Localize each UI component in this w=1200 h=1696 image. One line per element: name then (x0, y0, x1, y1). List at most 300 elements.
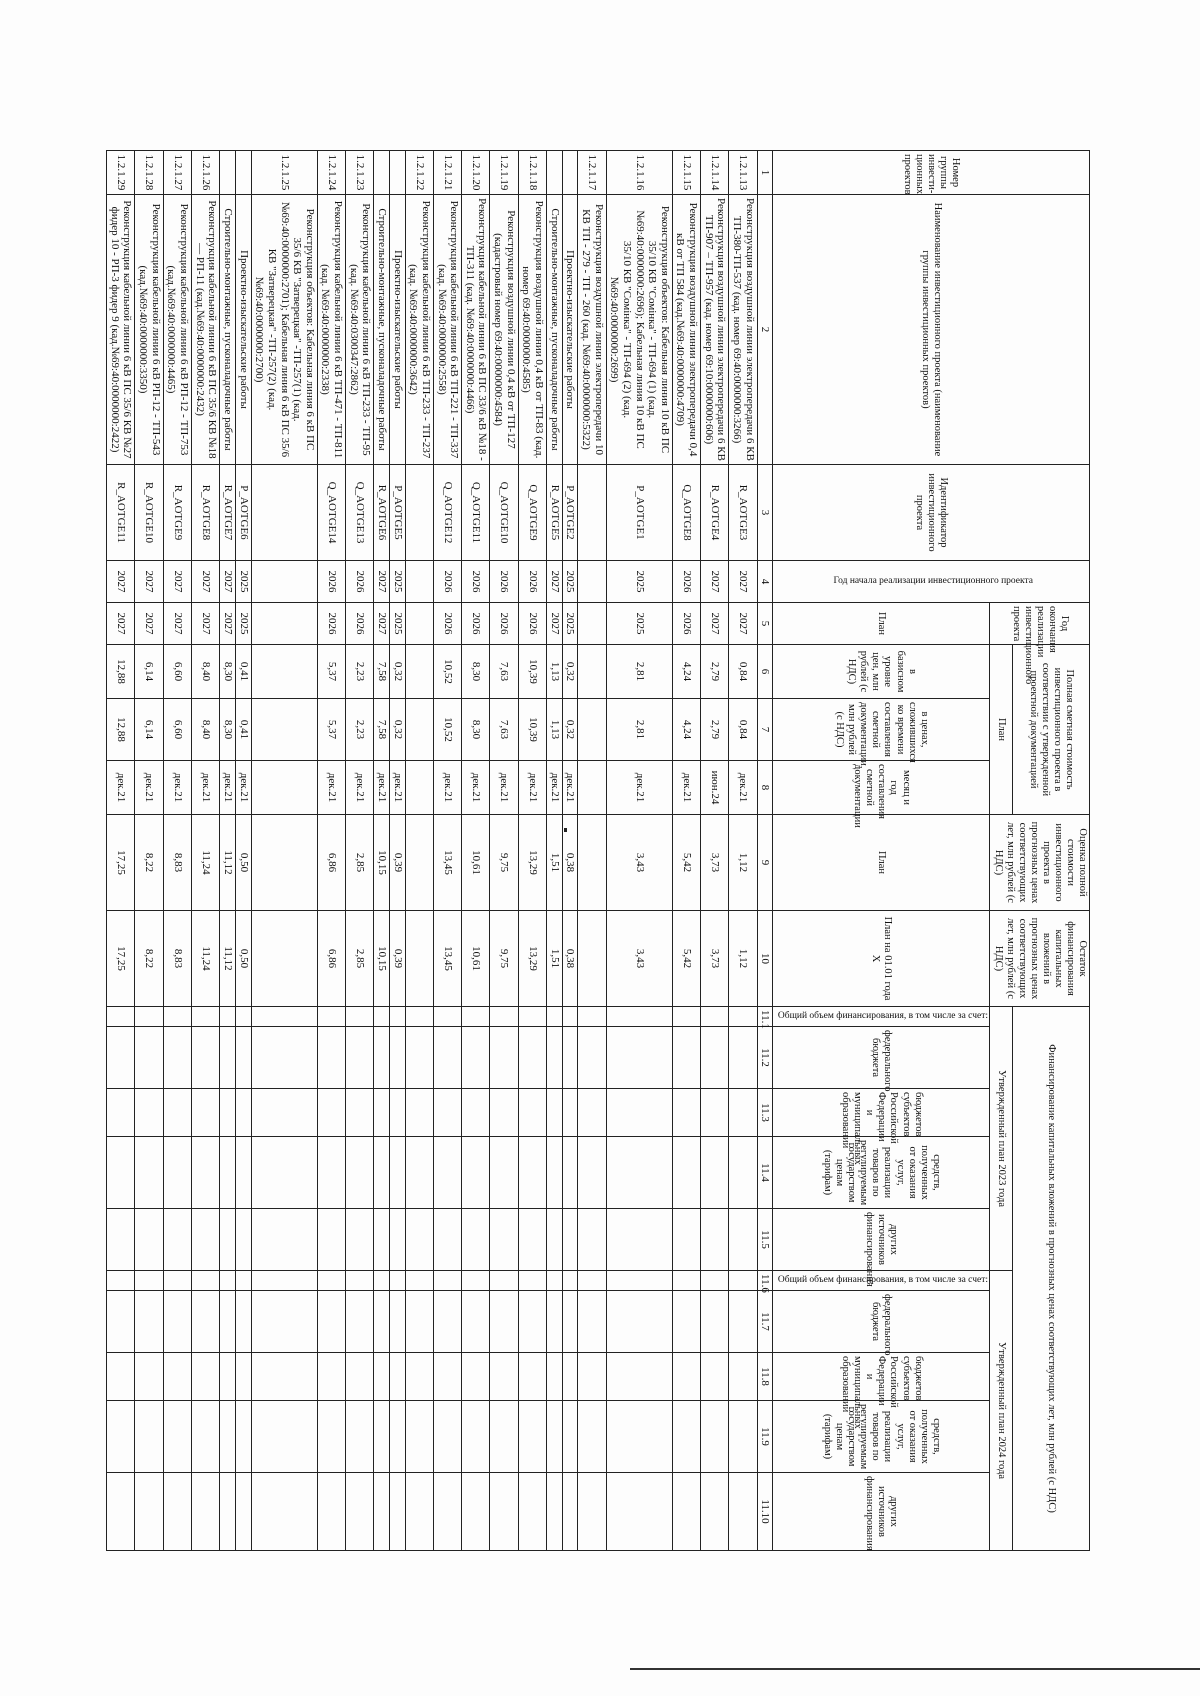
cost-current: 0,84 (729, 699, 757, 761)
cost-date: дек.21 (346, 761, 374, 815)
financing-cell (562, 1089, 578, 1137)
remainder-value: 1,12 (729, 911, 757, 1007)
financing-cell (518, 1137, 546, 1209)
cost-date: дек.21 (135, 761, 163, 815)
financing-cell (405, 1209, 433, 1271)
financing-cell (433, 1473, 461, 1551)
end-year: 2026 (518, 603, 546, 645)
financing-cell (317, 1473, 345, 1551)
start-year: 2027 (729, 561, 757, 603)
financing-cell (433, 1401, 461, 1473)
financing-cell (107, 1271, 135, 1291)
financing-cell (701, 1401, 729, 1473)
estimate-value (405, 815, 433, 911)
project-name: Реконструкция кабельной линии 6 кВ ПС 33/6 кВ №18 - ТП-311 (кад. №69:40:0000000:4466) (462, 195, 490, 465)
remainder-value: 3,43 (606, 911, 672, 1007)
financing-cell (251, 1271, 317, 1291)
financing-cell (192, 1027, 220, 1089)
header-end-year: Год окончания реализации инвестиционного проекта (990, 603, 1090, 645)
financing-cell (562, 1401, 578, 1473)
header-2024-regulated: средств, полученных от оказания услуг, реализации товаров по регулируемым государством ценам (тарифам) (773, 1401, 990, 1473)
financing-cell (390, 1271, 406, 1291)
financing-cell (405, 1137, 433, 1209)
remainder-value: 8,22 (135, 911, 163, 1007)
remainder-value: 13,29 (518, 911, 546, 1007)
financing-cell (606, 1089, 672, 1137)
financing-cell (346, 1089, 374, 1137)
financing-cell (547, 1089, 563, 1137)
cost-current: 5,37 (317, 699, 345, 761)
column-number: 11.9 (757, 1401, 773, 1473)
project-name: Реконструкция объектов: Кабельная линия 6 кВ ПС 35/6 КВ "Затверецкая" -ТП-257(1) (кад.№69:40:0000000:2701); Кабельная линия 6 кВ ПС 35/6 КВ "Затверецкая" -ТП-257(2) (кад.№69:40:0000000:2700) (251, 195, 317, 465)
project-id: P_AOTGE5 (390, 465, 406, 561)
financing-cell (135, 1353, 163, 1401)
project-name: Реконструкция кабельной линии 6 кВ ТП-233 - ТП-95 (кад. №69:40:0300347:2862) (346, 195, 374, 465)
cost-date: дек.21 (220, 761, 236, 815)
project-id: Q_AOTGE8 (672, 465, 700, 561)
financing-cell (235, 1473, 251, 1551)
financing-cell (547, 1291, 563, 1353)
financing-cell (220, 1401, 236, 1473)
financing-cell (433, 1027, 461, 1089)
financing-cell (606, 1353, 672, 1401)
start-year: 2027 (135, 561, 163, 603)
financing-cell (490, 1401, 518, 1473)
financing-cell (346, 1209, 374, 1271)
financing-cell (251, 1291, 317, 1353)
project-name: Строительно-монтажные, пусконаладочные работы (374, 195, 390, 465)
financing-cell (346, 1271, 374, 1291)
cost-current (251, 699, 317, 761)
cost-base: 8,30 (462, 645, 490, 699)
financing-cell (433, 1291, 461, 1353)
table-body (107, 151, 757, 1551)
financing-cell (701, 1007, 729, 1027)
header-remainder-plan: План на 01.01 года X (773, 911, 990, 1007)
project-id: Q_AOTGE14 (317, 465, 345, 561)
financing-cell (729, 1271, 757, 1291)
financing-cell (192, 1271, 220, 1291)
row-number: 1.2.1.24 (317, 151, 345, 195)
cost-base: 2,79 (701, 645, 729, 699)
project-id: R_AOTGE8 (192, 465, 220, 561)
financing-cell (192, 1473, 220, 1551)
cost-date: дек.21 (562, 761, 578, 815)
financing-cell (562, 1027, 578, 1089)
table-row (462, 151, 490, 1551)
financing-cell (220, 1473, 236, 1551)
financing-cell (390, 1353, 406, 1401)
cost-date: дек.21 (672, 761, 700, 815)
financing-cell (390, 1007, 406, 1027)
financing-cell (220, 1291, 236, 1353)
estimate-value: 0,38 (562, 815, 578, 911)
column-number: 8 (757, 761, 773, 815)
cost-date: дек.21 (374, 761, 390, 815)
project-id: Q_AOTGE12 (433, 465, 461, 561)
table-row (163, 151, 191, 1551)
cost-date: июн.24 (701, 761, 729, 815)
project-name: Реконструкция воздушной линии 0,4 кВ от ТП-127 (кадастровый номер 69:40:0000000:4584) (490, 195, 518, 465)
financing-cell (317, 1089, 345, 1137)
project-name: Реконструкция кабельной линии 6 кВ ТП-233 - ТП-237 (кад. №69:40:0000000:3642) (405, 195, 433, 465)
financing-cell (518, 1007, 546, 1027)
project-name: Реконструкция кабельной линии 6 кВ ПС 35/6 КВ №27 фидер 10 - РП-3 фидер 9 (кад.№69:40:0000000:2422) (107, 195, 135, 465)
column-number: 11.2 (757, 1027, 773, 1089)
financing-cell (433, 1137, 461, 1209)
financing-cell (729, 1209, 757, 1271)
project-id: Q_AOTGE11 (462, 465, 490, 561)
cost-base: 7,63 (490, 645, 518, 699)
table-row (405, 151, 433, 1551)
row-number: 1.2.1.27 (163, 151, 191, 195)
financing-cell (346, 1401, 374, 1473)
column-number: 3 (757, 465, 773, 561)
cost-base: 0,32 (562, 645, 578, 699)
estimate-value: 6,86 (317, 815, 345, 911)
end-year: 2027 (135, 603, 163, 645)
financing-cell (107, 1027, 135, 1089)
estimate-value: 10,61 (462, 815, 490, 911)
header-2023-federal: федерального бюджета (773, 1027, 990, 1089)
financing-cell (346, 1291, 374, 1353)
financing-cell (220, 1007, 236, 1027)
financing-cell (672, 1401, 700, 1473)
header-full-cost-plan: План (990, 645, 1013, 815)
end-year: 2027 (374, 603, 390, 645)
financing-cell (390, 1401, 406, 1473)
project-name: Проектно-изыскательские работы (390, 195, 406, 465)
financing-cell (107, 1291, 135, 1353)
end-year (578, 603, 606, 645)
financing-cell (578, 1271, 606, 1291)
financing-cell (672, 1291, 700, 1353)
financing-cell (390, 1027, 406, 1089)
project-id: Q_AOTGE9 (518, 465, 546, 561)
end-year: 2026 (462, 603, 490, 645)
header-group-number: Номер группы инвести-ционных проектов (773, 151, 1090, 195)
financing-cell (220, 1137, 236, 1209)
row-number: 1.2.1.26 (192, 151, 220, 195)
end-year (251, 603, 317, 645)
estimate-value: 9,75 (490, 815, 518, 911)
cost-base (251, 645, 317, 699)
remainder-value: 5,42 (672, 911, 700, 1007)
project-id: Q_AOTGE13 (346, 465, 374, 561)
financing-cell (374, 1401, 390, 1473)
financing-cell (490, 1027, 518, 1089)
row-number (562, 151, 578, 195)
financing-cell (251, 1473, 317, 1551)
financing-cell (672, 1027, 700, 1089)
project-name: Строительно-монтажные, пусконаладочные работы (220, 195, 236, 465)
cost-base: 0,84 (729, 645, 757, 699)
start-year: 2026 (462, 561, 490, 603)
financing-cell (317, 1007, 345, 1027)
project-id: Q_AOTGE10 (490, 465, 518, 561)
cost-base: 8,30 (220, 645, 236, 699)
cost-current: 6,60 (163, 699, 191, 761)
cost-current (578, 699, 606, 761)
end-year: 2027 (163, 603, 191, 645)
table-header (757, 151, 1089, 1551)
cost-current: 0,32 (562, 699, 578, 761)
project-name: Проектно-изыскательские работы (562, 195, 578, 465)
remainder-value: 10,61 (462, 911, 490, 1007)
footer-rule (630, 1668, 1200, 1670)
header-cost-date: месяц и год составления сметной документации (773, 761, 990, 815)
financing-cell (606, 1007, 672, 1027)
financing-cell (701, 1473, 729, 1551)
financing-cell (107, 1089, 135, 1137)
header-2023-regulated: средств, полученных от оказания услуг, реализации товаров по регулируемым государством ценам (тарифам) (773, 1137, 990, 1209)
financing-cell (192, 1291, 220, 1353)
estimate-value: 3,43 (606, 815, 672, 911)
financing-cell (433, 1089, 461, 1137)
project-id: R_AOTGE9 (163, 465, 191, 561)
financing-cell (374, 1291, 390, 1353)
financing-cell (317, 1209, 345, 1271)
cost-date: дек.21 (235, 761, 251, 815)
row-number: 1.2.1.17 (578, 151, 606, 195)
financing-cell (374, 1137, 390, 1209)
financing-cell (374, 1007, 390, 1027)
financing-cell (701, 1353, 729, 1401)
remainder-value: 11,12 (220, 911, 236, 1007)
financing-cell (220, 1209, 236, 1271)
estimate-value: 11,24 (192, 815, 220, 911)
financing-cell (606, 1027, 672, 1089)
financing-cell (672, 1089, 700, 1137)
cost-date: дек.21 (462, 761, 490, 815)
financing-cell (701, 1291, 729, 1353)
end-year: 2025 (606, 603, 672, 645)
table-row (346, 151, 374, 1551)
header-project-name: Наименование инвестиционного проекта (наименование группы инвестиционных проектов) (773, 195, 1090, 465)
cost-current: 0,32 (390, 699, 406, 761)
financing-cell (729, 1027, 757, 1089)
cost-date (251, 761, 317, 815)
row-number: 1.2.1.14 (701, 151, 729, 195)
financing-cell (672, 1473, 700, 1551)
cost-current: 2,79 (701, 699, 729, 761)
project-id: R_AOTGE5 (547, 465, 563, 561)
financing-cell (135, 1137, 163, 1209)
financing-cell (562, 1271, 578, 1291)
row-number: 1.2.1.28 (135, 151, 163, 195)
financing-cell (547, 1401, 563, 1473)
end-year: 2027 (192, 603, 220, 645)
financing-cell (578, 1007, 606, 1027)
table-row (235, 151, 251, 1551)
cost-current: 7,58 (374, 699, 390, 761)
cost-date (578, 761, 606, 815)
financing-cell (606, 1291, 672, 1353)
financing-cell (135, 1007, 163, 1027)
cost-current: 12,88 (107, 699, 135, 761)
financing-cell (701, 1089, 729, 1137)
financing-cell (346, 1353, 374, 1401)
column-number: 11.1 (757, 1007, 773, 1027)
remainder-value: 17,25 (107, 911, 135, 1007)
table-row (374, 151, 390, 1551)
start-year: 2027 (192, 561, 220, 603)
header-remainder: Остаток финансирования капитальных вложений в прогнозных ценах соответствующих лет, млн рублей (с НДС) (990, 911, 1090, 1007)
cost-date: дек.21 (518, 761, 546, 815)
financing-cell (107, 1137, 135, 1209)
financing-cell (405, 1353, 433, 1401)
start-year (578, 561, 606, 603)
financing-cell (374, 1027, 390, 1089)
financing-cell (490, 1089, 518, 1137)
financing-cell (163, 1401, 191, 1473)
financing-cell (462, 1401, 490, 1473)
header-plan-2023: Утвержденный план 2023 года (990, 1007, 1013, 1271)
project-name: Проектно-изыскательские работы (235, 195, 251, 465)
table-row (192, 151, 220, 1551)
financing-cell (163, 1353, 191, 1401)
start-year: 2025 (562, 561, 578, 603)
estimate-value: 17,25 (107, 815, 135, 911)
financing-cell (562, 1007, 578, 1027)
table-row (135, 151, 163, 1551)
financing-cell (547, 1137, 563, 1209)
table-row (547, 151, 563, 1551)
financing-cell (729, 1401, 757, 1473)
cost-base (578, 645, 606, 699)
column-number: 11.7 (757, 1291, 773, 1353)
financing-cell (163, 1473, 191, 1551)
financing-cell (163, 1027, 191, 1089)
row-number (220, 151, 236, 195)
financing-cell (701, 1209, 729, 1271)
table-row (220, 151, 236, 1551)
cost-date: дек.21 (107, 761, 135, 815)
cost-date: дек.21 (192, 761, 220, 815)
cost-base (405, 645, 433, 699)
end-year (405, 603, 433, 645)
end-year: 2025 (235, 603, 251, 645)
financing-cell (374, 1271, 390, 1291)
table-row (490, 151, 518, 1551)
start-year: 2027 (701, 561, 729, 603)
start-year: 2027 (163, 561, 191, 603)
financing-cell (562, 1137, 578, 1209)
financing-cell (251, 1353, 317, 1401)
financing-cell (701, 1137, 729, 1209)
cost-current: 10,39 (518, 699, 546, 761)
financing-cell (462, 1137, 490, 1209)
project-name: Строительно-монтажные, пусконаладочные работы (547, 195, 563, 465)
header-2023-regional: бюджетов субъектов Российской Федерации и муниципальных образований (773, 1089, 990, 1137)
start-year (405, 561, 433, 603)
financing-cell (317, 1291, 345, 1353)
header-cost-base: в базисном уровне цен, млн рублей (с НДС) (773, 645, 990, 699)
header-end-year-plan: План (773, 603, 990, 645)
project-id: P_AOTGE1 (606, 465, 672, 561)
financing-cell (462, 1089, 490, 1137)
column-number: 6 (757, 645, 773, 699)
cost-base: 5,37 (317, 645, 345, 699)
header-estimate-plan: План (773, 815, 990, 911)
project-id: R_AOTGE3 (729, 465, 757, 561)
cost-current: 2,81 (606, 699, 672, 761)
table-row (518, 151, 546, 1551)
financing-cell (107, 1007, 135, 1027)
financing-cell (518, 1271, 546, 1291)
project-id (405, 465, 433, 561)
financing-cell (701, 1271, 729, 1291)
cost-current: 8,30 (462, 699, 490, 761)
header-cost-current: в ценах, сложившихся ко времени составления сметной документации, млн рублей (с НДС) (773, 699, 990, 761)
financing-cell (462, 1353, 490, 1401)
column-number: 11.5 (757, 1209, 773, 1271)
financing-cell (192, 1007, 220, 1027)
project-name: Реконструкция кабельной линии 6 кВ РП-12 - ТП-753 (кад.№69:40:0000000:4465) (163, 195, 191, 465)
financing-cell (729, 1291, 757, 1353)
financing-cell (374, 1353, 390, 1401)
column-number: 11.8 (757, 1353, 773, 1401)
financing-cell (518, 1473, 546, 1551)
financing-cell (518, 1209, 546, 1271)
column-number: 10 (757, 911, 773, 1007)
header-financing: Финансирование капитальных вложений в прогнозных ценах соответствующих лет, млн рублей (с НДС) (1013, 1007, 1090, 1551)
remainder-value: 0,38 (562, 911, 578, 1007)
financing-cell (251, 1401, 317, 1473)
cost-current (405, 699, 433, 761)
end-year: 2027 (547, 603, 563, 645)
financing-cell (562, 1291, 578, 1353)
row-number: 1.2.1.25 (251, 151, 317, 195)
project-name: Реконструкция кабельной линии 6 кВ ТП-471 - ТП-811 (кад. №69:40:0000000:2338) (317, 195, 345, 465)
financing-cell (490, 1473, 518, 1551)
table-row (433, 151, 461, 1551)
financing-cell (220, 1353, 236, 1401)
remainder-value: 11,24 (192, 911, 220, 1007)
table-row (317, 151, 345, 1551)
remainder-value: 10,15 (374, 911, 390, 1007)
financing-cell (547, 1271, 563, 1291)
financing-cell (405, 1027, 433, 1089)
project-id (578, 465, 606, 561)
financing-cell (235, 1271, 251, 1291)
column-number: 11.4 (757, 1137, 773, 1209)
start-year: 2027 (374, 561, 390, 603)
financing-cell (518, 1353, 546, 1401)
financing-cell (163, 1291, 191, 1353)
start-year: 2027 (107, 561, 135, 603)
cost-date: дек.21 (433, 761, 461, 815)
financing-cell (729, 1007, 757, 1027)
financing-cell (163, 1007, 191, 1027)
remainder-value (251, 911, 317, 1007)
financing-cell (317, 1353, 345, 1401)
financing-cell (135, 1209, 163, 1271)
financing-cell (192, 1137, 220, 1209)
table-row (251, 151, 317, 1551)
table-row (390, 151, 406, 1551)
financing-cell (107, 1401, 135, 1473)
start-year: 2026 (490, 561, 518, 603)
financing-cell (462, 1209, 490, 1271)
financing-cell (135, 1473, 163, 1551)
financing-cell (390, 1209, 406, 1271)
cost-date: дек.21 (163, 761, 191, 815)
project-name: Реконструкция воздушной линии 0,4 кВ от ТП-83 (кад. номер 69:40:0000000:4585) (518, 195, 546, 465)
financing-cell (235, 1089, 251, 1137)
financing-cell (317, 1137, 345, 1209)
remainder-value: 8,83 (163, 911, 191, 1007)
